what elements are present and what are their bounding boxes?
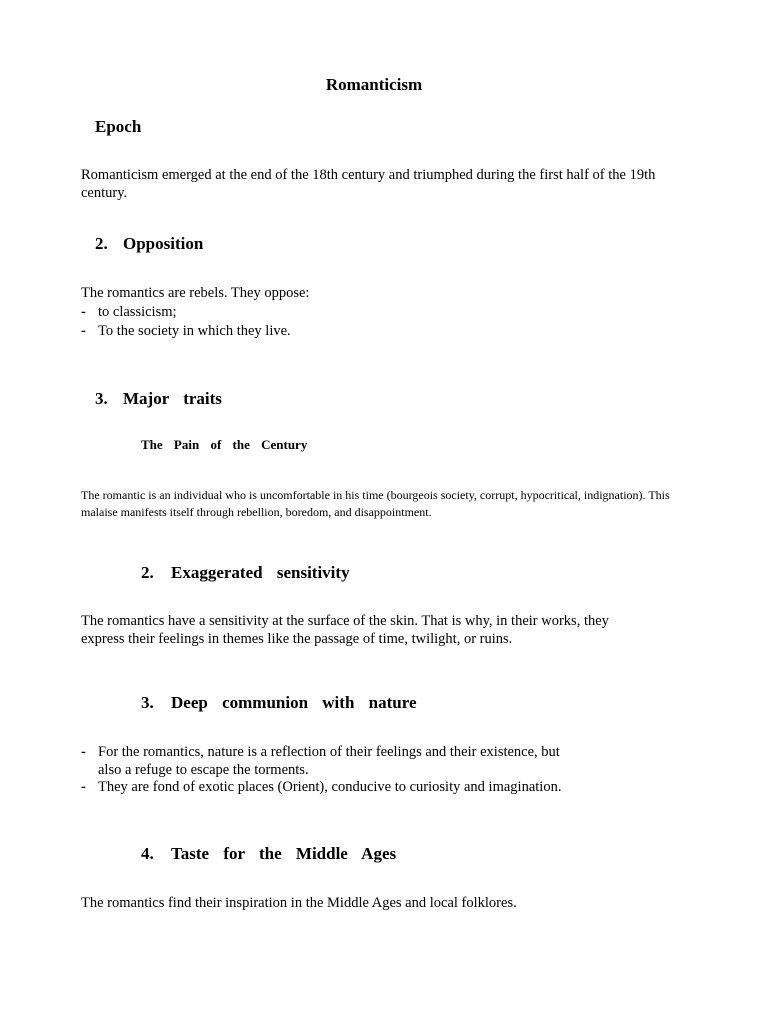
subheading-exaggerated-sensitivity [141, 563, 350, 583]
page-title: Romanticism [325, 75, 423, 94]
heading-text: Exaggerated sensitivity [171, 563, 350, 582]
paragraph-epoch: Romanticism emerged at the end of the 18th century and triumphed during the first half of the 19th century. [81, 167, 656, 201]
bullet-dash: - [81, 779, 86, 795]
bullet-dash: - [81, 304, 86, 320]
heading-number: 2. [95, 234, 108, 253]
subheading-pain-of-the-century: The Pain of the Century [141, 437, 308, 452]
paragraph-pain: The romantic is an individual who is uncomfortable in his time (bourgeois society, corrupt, hypocritical, indignation). This malaise manifests itself through rebellion, boredom, and disappointment. [81, 488, 670, 519]
paragraph-opposition-intro: The romantics are rebels. They oppose: [81, 285, 310, 301]
subheading-communion-with-nature [141, 693, 417, 713]
bullet-dash: - [81, 323, 86, 339]
bullet-dash: - [81, 744, 86, 760]
heading-number: 4. [141, 844, 154, 863]
list-item [81, 322, 291, 340]
heading-text: Taste for the Middle Ages [171, 844, 397, 863]
heading-major-traits [95, 389, 222, 409]
list-item-text: to classicism; [98, 304, 177, 320]
heading-number: 3. [95, 389, 108, 408]
subheading-taste-for-middle-ages [141, 844, 396, 864]
heading-opposition [95, 234, 203, 254]
heading-number: 2. [141, 563, 154, 582]
list-item-continuation: also a refuge to escape the torments. [98, 762, 309, 778]
list-item-text: They are fond of exotic places (Orient), conducive to curiosity and imagination. [98, 779, 562, 795]
heading-epoch: Epoch [95, 117, 142, 136]
heading-text: Major traits [123, 389, 222, 408]
heading-text: Deep communion with nature [171, 693, 417, 712]
paragraph-sensitivity: The romantics have a sensitivity at the surface of the skin. That is why, in their works, they express their feelings in themes like the passage of time, twilight, or ruins. [81, 613, 609, 647]
list-item [81, 303, 177, 321]
list-item [81, 743, 560, 761]
heading-text: Opposition [123, 234, 204, 253]
list-item [81, 778, 561, 796]
heading-number: 3. [141, 693, 154, 712]
list-item-text: To the society in which they live. [98, 323, 291, 339]
paragraph-middle-ages: The romantics find their inspiration in the Middle Ages and local folklores. [81, 895, 517, 911]
list-item-text: For the romantics, nature is a reflection of their feelings and their existence, but [98, 744, 560, 760]
